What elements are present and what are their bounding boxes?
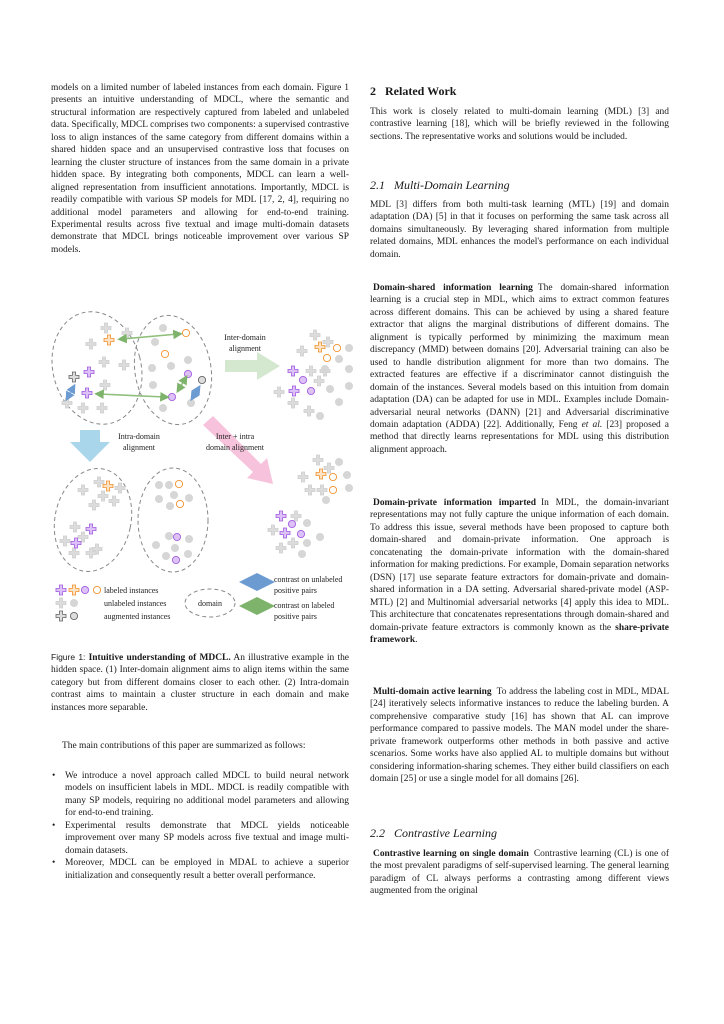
labeled-circle (168, 393, 175, 400)
unlabeled-circle (335, 458, 342, 465)
unlabeled-cross (304, 406, 314, 416)
cl-head: Contrastive learning on single domain (373, 849, 529, 859)
unlabeled-circle (167, 362, 174, 369)
unlabeled-circle (321, 365, 328, 372)
unlabeled-circle (155, 481, 162, 488)
legend-unlabeled-pairs: contrast on unlabeled (274, 575, 343, 584)
unlabeled-cross (276, 543, 286, 553)
domain-ellipse (138, 468, 208, 572)
unlabeled-circle (151, 338, 158, 345)
unlabeled-circle (165, 532, 172, 539)
unlabeled-circle (170, 491, 177, 498)
labeled-circle (161, 350, 168, 357)
unlabeled-circle (165, 481, 172, 488)
unlabeled-cross (298, 472, 308, 482)
list-item: • We introduce a novel approach called MDCL to build neural network models on insufficient labels in MDL. MDCL is readily compatible with many SP models, requiring no additional model parameters and allowing for end-to-end training. (52, 771, 349, 819)
unlabeled-circle (345, 484, 352, 491)
unlabeled-circle (303, 519, 310, 526)
unlabeled-circle (70, 599, 77, 606)
labeled-circle (184, 370, 191, 377)
unlabeled-circle (343, 471, 350, 478)
domain-ellipse (45, 305, 154, 434)
labeled-pair-arrow (179, 379, 185, 389)
labeled-cross (276, 511, 286, 521)
unlabeled-circle (149, 381, 156, 388)
unlabeled-circle (326, 385, 333, 392)
augmented-circle (198, 376, 205, 383)
legend-labeled-pairs: positive pairs (274, 612, 317, 621)
labeled-circle (172, 556, 179, 563)
unlabeled-circle (185, 535, 192, 542)
unlabeled-cross (291, 511, 301, 521)
unlabeled-cross (99, 357, 109, 367)
labeled-cross (289, 386, 299, 396)
intro-paragraph: models on a limited number of labeled instances from each domain. Figure 1 presents an intuitive understanding of MDCL, where the semantic and structural information are respectively captured from labeled and unlabeled data. Specifically, MDCL comprises two components: a supervised contrastive loss to align instances of the same category from different domains within a shared hidden space and an unsupervised contrastive loss that focuses on learning the cluster structure of instances from the same domain in a private hidden space. By integrating both components, MDCL can learn a well-aligned representation from insufficient annotations. Importantly, MDCL is readily compatible with various SP models for MDL [17, 2, 4], requiring no additional model parameters and allowing for end-to-end training. Experimental results across five textual and image multi-domain datasets demonstrate that MDCL brings noticeable improvement over various SP models. (51, 83, 349, 255)
caption-text: An illustrative example in the hidden space. (1) Inter-domain alignment aims to align items within the same category but from different domains closer to each other. (2) Intra-domain contrast aims to maintain a cluster structure in each domain and make instances more separable. (51, 653, 349, 713)
private-paragraph: Domain-private information imparted In MDL, the domain-invariant representations may not fully capture the unique information of each domain. To address this issue, several methods have been proposed to capture both domain-shared and domain-private information. One approach is concatenating the domain-private information with the domain-shared information for making predictions. For example, Domain separation networks (DSN) [17] use separate feature extractors for domain-private and domain-shared information in a DA setting. Adversarial shared-private model (ASP-MTL) [2] and Multinomial adversarial networks [4] apply this idea to MDL. This architecture that concatenates representations through domain-shared and domain-private feature extractors is commonly known as the share-private framework. (370, 498, 669, 645)
labeled-cross (104, 335, 114, 345)
unlabeled-circle (166, 502, 173, 509)
labeled-cross (86, 524, 96, 534)
active-head: Multi-domain active learning (373, 687, 492, 697)
unlabeled-cross (313, 455, 323, 465)
labeled-circle (182, 329, 189, 336)
unlabeled-circle (316, 533, 323, 540)
labeled-cross (280, 528, 290, 538)
labeled-circle (297, 530, 304, 537)
legend-unlabeled-pairs: positive pairs (274, 586, 317, 595)
domain-ellipse (126, 309, 220, 431)
unlabeled-circle (184, 356, 191, 363)
unlabeled-circle (185, 494, 192, 501)
unlabeled-circle (148, 364, 155, 371)
labeled-cross (103, 481, 113, 491)
augmented-cross (69, 372, 79, 382)
shared-head: Domain-shared information learning (373, 283, 533, 293)
domain-ellipse (45, 461, 141, 579)
labeled-circle (176, 500, 183, 507)
inter-domain-arrow (225, 352, 280, 380)
section-2-1-text: MDL [3] differs from both multi-task learning (MTL) [19] and domain adaptation (DA) [5] in that it focuses on performing the same task across all domains simultaneously. By leveraging shared information from multiple related domains, MDL enhances the model's performance on each individual domain. (370, 200, 669, 260)
unlabeled-circle (155, 495, 162, 502)
unlabeled-cross (86, 339, 96, 349)
labeled-circle (175, 480, 182, 487)
unlabeled-circle (298, 550, 305, 557)
unlabeled-circle (184, 550, 191, 557)
intra-domain-label: Intra-domain (118, 432, 160, 441)
unlabeled-cross (100, 380, 110, 390)
section-2-text: This work is closely related to multi-domain learning (MDL) [3] and contrastive learning [18], which will be briefly reviewed in the following sections. The representative works and solutions would be included. (370, 107, 669, 142)
unlabeled-cross (288, 398, 298, 408)
labeled-cross (71, 538, 81, 548)
unlabeled-cross (109, 496, 119, 506)
unlabeled-cross (94, 477, 104, 487)
unlabeled-cross (89, 500, 99, 510)
intra-domain-arrow (70, 430, 110, 462)
list-item: • Moreover, MDCL can be employed in MDAL to achieve a superior initialization and consequently result a better overall performance. (52, 858, 349, 881)
unlabeled-cross (78, 485, 88, 495)
labeled-cross (82, 388, 92, 398)
legend-unlabeled: unlabeled instances (104, 599, 167, 608)
unlabeled-cross (56, 598, 66, 608)
section-2-2-title: 2.2 Contrastive Learning (370, 826, 498, 840)
legend-labeled-pairs: contrast on labeled (274, 601, 335, 610)
labeled-pair-arrow (99, 394, 165, 397)
contributions-list (51, 770, 349, 882)
labeled-circle (173, 533, 180, 540)
labeled-circle (329, 486, 336, 493)
unlabeled-pair-arrow (193, 389, 198, 397)
unlabeled-cross (78, 403, 88, 413)
unlabeled-circle (187, 399, 194, 406)
legend-domain: domain (198, 599, 222, 608)
labeled-circle (299, 376, 306, 383)
augmented-cross (56, 611, 66, 621)
figure-caption (51, 651, 349, 714)
labeled-cross (84, 367, 94, 377)
labeled-circle (329, 473, 336, 480)
labeled-circle (333, 344, 340, 351)
legend-labeled: labeled instances (104, 586, 159, 595)
unlabeled-cross (70, 522, 80, 532)
unlabeled-cross (310, 330, 320, 340)
inter-domain-label: Inter-domain (224, 333, 266, 342)
unlabeled-cross (274, 387, 284, 397)
unlabeled-cross (115, 483, 125, 493)
unlabeled-circle (152, 541, 159, 548)
unlabeled-cross (305, 485, 315, 495)
inter-domain-label: alignment (229, 344, 261, 353)
labeled-circle (307, 387, 314, 394)
unlabeled-cross (97, 403, 107, 413)
unlabeled-circle (159, 324, 166, 331)
augmented-circle (70, 612, 77, 619)
unlabeled-cross (60, 536, 70, 546)
unlabeled-cross (101, 323, 111, 333)
unlabeled-circle (345, 365, 352, 372)
unlabeled-cross (69, 548, 79, 558)
unlabeled-circle (335, 398, 342, 405)
unlabeled-cross (317, 485, 327, 495)
private-head: Domain-private information imparted (373, 498, 536, 508)
unlabeled-circle (159, 404, 166, 411)
inter-intra-label: domain alignment (206, 443, 264, 452)
labeled-cross (56, 585, 66, 595)
unlabeled-cross (306, 366, 316, 376)
unlabeled-cross (78, 532, 88, 542)
unlabeled-circle (303, 539, 310, 546)
unlabeled-cross (98, 491, 108, 501)
contributions-intro: The main contributions of this paper are summarized as follows: (62, 741, 306, 751)
inter-intra-label: Inter + intra (215, 432, 255, 441)
section-2-1-title: 2.1 Multi-Domain Learning (370, 178, 510, 192)
caption-title: Intuitive understanding of MDCL. (88, 653, 231, 663)
unlabeled-circle (171, 544, 178, 551)
labeled-circle (288, 520, 295, 527)
section-2-title: 2 Related Work (370, 84, 457, 98)
unlabeled-cross (314, 376, 324, 386)
unlabeled-cross (268, 525, 278, 535)
legend-augmented: augmented instances (104, 612, 171, 621)
unlabeled-cross (119, 360, 129, 370)
intra-domain-label: alignment (123, 443, 155, 452)
unlabeled-pair-arrow (68, 388, 73, 397)
labeled-cross (69, 585, 79, 595)
labeled-circle (93, 586, 100, 593)
active-paragraph: Multi-domain active learning To address the labeling cost in MDL, MDAL [24] iteratively selects informative instances to reduce the labeling burden. A comprehensive comparative study [16] has shown that AL can improve performance compared to passive models. The MAN model under the share-private framework outperforms other methods in both passive and active scenarios. Some works have also applied AL to multiple domains but without considering information-sharing schemes. They either build classifiers on each domain [25] or use a single model for all domains [26]. (370, 687, 670, 785)
unlabeled-circle (322, 496, 329, 503)
figure-1 (45, 305, 365, 635)
labeled-circle (81, 586, 88, 593)
labeled-cross (288, 366, 298, 376)
labeled-cross (316, 469, 326, 479)
unlabeled-cross (324, 463, 334, 473)
list-item: • Experimental results demonstrate that MDCL yields noticeable improvement over many SP models across five textual and image multi-domain datasets. (52, 820, 349, 856)
unlabeled-cross (288, 538, 298, 548)
unlabeled-circle (162, 552, 169, 559)
cl-paragraph: Contrastive learning on single domain Contrastive learning (CL) is one of the most prevalent paradigms of self-supervised learning. The general learning paradigm of CL always performs a contrasting among different views augmented from the original (370, 849, 669, 897)
unlabeled-circle (335, 355, 342, 362)
unlabeled-cross (297, 346, 307, 356)
labeled-circle (323, 354, 330, 361)
unlabeled-circle (345, 344, 352, 351)
unlabeled-circle (316, 412, 323, 419)
unlabeled-circle (345, 382, 352, 389)
shared-paragraph: Domain-shared information learning The domain-shared information learning is a crucial step in MDL, which aims to extract common features across different domains. This can be achieved by using a shared feature extractor that aligns the marginal distributions of different domains. The alignment is typically performed by minimizing the maximum mean discrepancy (MMD) between domains [20]. Adversarial training can also be used to handle distribution alignment for more than two domains. The extracted features are effective if a discriminator cannot distinguish the domain of the instances. Several models based on this intuition from domain adaptation (DA) can be adapted for use in MDL. Examples include Domain-adversarial neural networks (DANN) [21] and Adversarial discriminative domain adaptation (ADDA) [22]. Additionally, Feng et al. [23] proposed a method that directly learns representations for MDL using this distribution alignment approach. (370, 283, 670, 455)
caption-label: Figure 1: (51, 652, 86, 662)
